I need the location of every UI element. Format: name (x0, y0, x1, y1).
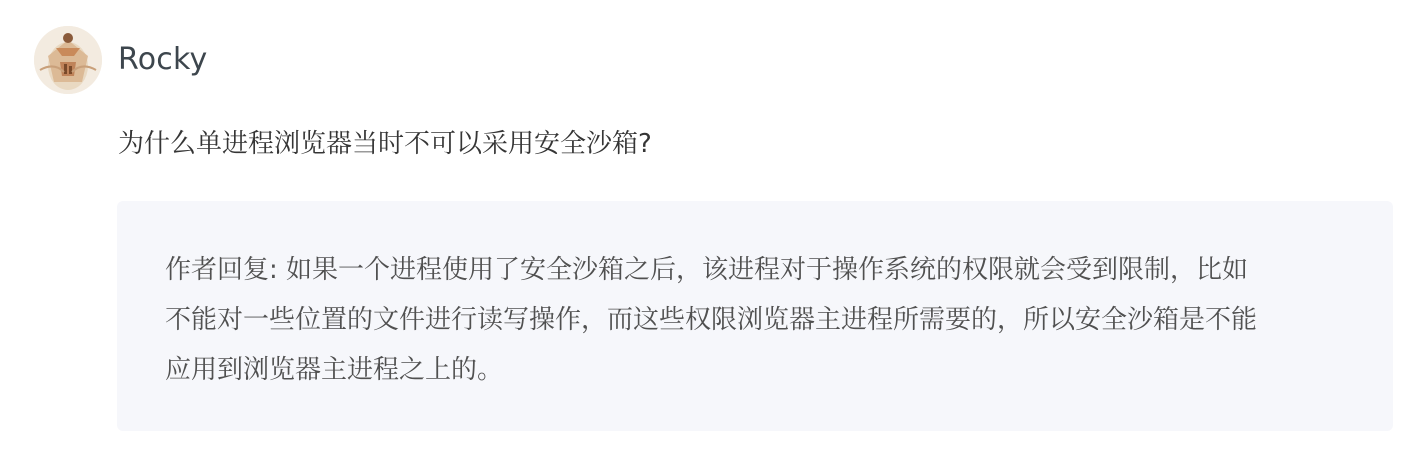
author-reply-box (117, 201, 1393, 431)
avatar-image (34, 26, 102, 94)
comment-text: 为什么单进程浏览器当时不可以采用安全沙箱? (118, 129, 652, 159)
reply-line-2: 不能对一些位置的文件进行读写操作，而这些权限浏览器主进程所需要的，所以安全沙箱是不能 (165, 305, 1258, 335)
avatar[interactable] (34, 26, 102, 94)
username[interactable]: Rocky (118, 42, 208, 77)
reply-line-1 (165, 245, 1345, 295)
reply-line-text: 如果一个进程使用了安全沙箱之后，该进程对于操作系统的权限就会受到限制，比如 (286, 255, 1249, 285)
reply-label: 作者回复: (165, 255, 278, 285)
reply-line-3: 应用到浏览器主进程之上的。 (165, 355, 504, 385)
author-reply-text (165, 245, 1345, 395)
